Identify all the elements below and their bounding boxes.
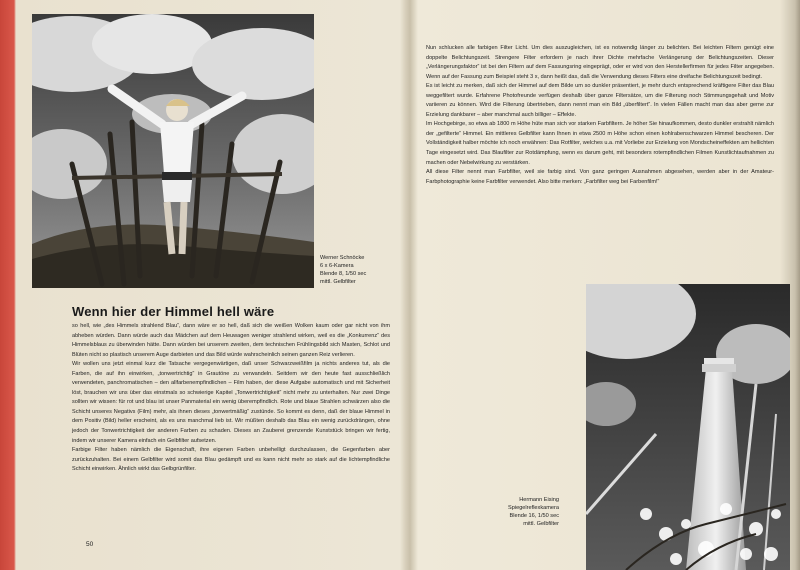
- paragraph: All diese Filter nennt man Farbfilter, weil sie farbig sind. Von ganz geringen Ausnahmen abgesehen, werden aber in der Amateur-Farbphotographie keine Farbfilter verwendet. Also bitte merken: „Farbfilter weg bei Farbenfilm!“: [426, 169, 774, 185]
- right-page: [418, 0, 788, 570]
- paragraph: Im Hochgebirge, so etwa ab 1800 m Höhe hüte man sich vor starken Farbfiltern. Je höher Sie hinaufkommen, desto dunkler erstrahlt nämlich der „gefilterte“ Himmel. Ein mittleres Gelbfilter kann Ihnen in etwa 2500 m Höhe schon einen kohlrabenschwarzen Himmel bescheren. Der Vollständigkeit halber möchte ich noch erwähnen: Das Rotfilter, welches u.a. mit Vorliebe zur Erzielung von Mondscheineffekten am hellichten Tage eingesetzt wird. Das Blaufilter zur Rotdämpfung, wenn es darum geht, mit besonders rotempfindlichen Filmen Kunstlichtaufnahmen zu machen oder Nebelwirkung zu verstärken.: [426, 121, 774, 166]
- photo-girl-on-haywagon: [32, 14, 314, 288]
- paragraph: Es ist leicht zu merken, daß sich der Himmel auf dem Bilde um so dunkler präsentiert, je mehr durch entsprechend kräftigere Filter das Blau weggefiltert wurde. Erfahrene Photofreunde verfügen deshalb über ganze Filtersätze, um die Filterung noch Stimmungsgehalt und Motiv variieren zu können. Wird die Filterung übertrieben, dann nennt man ein Bild „überfiltert“. In vielen Fällen macht man das aber gerne zur Erzielung dankbarer – aber manchmal auch billiger – Effekte.: [426, 83, 774, 118]
- page-number: 50: [86, 541, 94, 548]
- caption-line: Hermann Eising: [519, 497, 559, 503]
- section-heading: Wenn hier der Himmel hell wäre: [72, 304, 275, 319]
- caption-line: Blende 16, 1/50 sec: [509, 513, 559, 519]
- caption-line: Werner Schnöcke: [320, 255, 365, 261]
- paragraph: Farbige Filter haben nämlich die Eigenschaft, ihre eigenen Farben unbehelligt durchzulassen, die Gegenfarben aber zurückzuhalten. Bei einem Gelbfilter wird somit das Blau gedämpft und es kann nicht mehr so stark auf die lichtempfindliche Schicht einwirken. Ähnlich wirkt das Gelbgrünfilter.: [72, 447, 390, 473]
- left-page: [16, 0, 410, 570]
- caption-line: Spiegelreflexkamera: [508, 505, 559, 511]
- caption-line: Blende 8, 1/50 sec: [320, 271, 367, 277]
- photo-chimney-blossoms: [586, 284, 790, 570]
- paragraph: Wir wollen uns jetzt einmal kurz die Tatsache vergegenwärtigen, daß unser Schwarzweißfilm ja nichts anderes tut, als die Farben, die auf ihn einwirken, „tonwertrichtig“ in Grautöne zu verwandeln. Seitdem wir den heute fast ausschließlich verwendeten, panchromatischen – den allfarbenempfindlichen – Film haben, der diese Aufgabe automatisch und mit Sicherheit löst, brauchen wir uns über das einstmals so schwierige Kapitel „Tonwertrichtigkeit“ nicht mehr zu unterhalten. Nur zwei Dinge sollten wir wissen: für rot und blau ist unser Panmaterial ein wenig überempfindlich. Rote und blaue Strahlen schwärzen also die Schicht unseres Negativs (Film) mehr, als ihnen dieses „tonwertmäßig“ zustünde. So kommt es denn, daß der blaue Himmel in dem Positiv (Bild) heller erscheint, als es uns manchmal lieb ist. Wir müßten deshalb das Blau ein wenig zurückdrängen, ohne jedoch der Tonwertrichtigkeit der anderen Farben zu schaden. Dieses an Zauberei grenzende Kunststück bringen wir fertig, indem wir unserer Kamera einfach ein Gelbfilter aufsetzen.: [72, 361, 390, 444]
- left-body-text: [72, 322, 390, 475]
- caption-line: mittl. Gelbfilter: [320, 279, 356, 285]
- paragraph: Nun schlucken alle farbigen Filter Licht. Um dies auszugleichen, ist es notwendig länger zu belichten. Bei leichten Filtern genügt eine doppelte Belichtungszeit. Strengere Filter erfordern je nach ihrer Dichte mehrfache Verlängerung der Belichtungszeiten. Dieser „Verlängerungsfaktor“ ist bei den Filtern auf dem Fassungsring eingeprägt, oder er wird von den Herstellerfirmen für jedes Filter angegeben. Wenn auf der Fassung zum Beispiel steht 3 x, dann heißt das, daß die Verwendung dieses Filters eine dreifache Belichtungszeit bedingt.: [426, 45, 774, 80]
- caption-line: mittl. Gelbfilter: [523, 521, 559, 527]
- photo-caption-right: [508, 496, 559, 528]
- photo-caption-left: [320, 254, 366, 286]
- caption-line: 6 x 6-Kamera: [320, 263, 354, 269]
- right-body-text: [426, 44, 774, 187]
- paragraph: so hell, wie „des Himmels strahlend Blau“, dann wäre er so hell, daß sich die weißen Wolken kaum oder gar nicht von ihm abheben würden. Dann würde auch das Mädchen auf dem Heuwagen weniger strahlend wirken, weil es die „Konkurrenz“ des Himmelsblaus zu überwinden hätte. Dann würden bei unserem zweiten, dem technischen Frühlingsbild sich Masten, Schlot und Blüten nicht so plastisch unserem Auge darbieten und das Bild würde wahrscheinlich seinen ganzen Reiz verlieren.: [72, 323, 390, 358]
